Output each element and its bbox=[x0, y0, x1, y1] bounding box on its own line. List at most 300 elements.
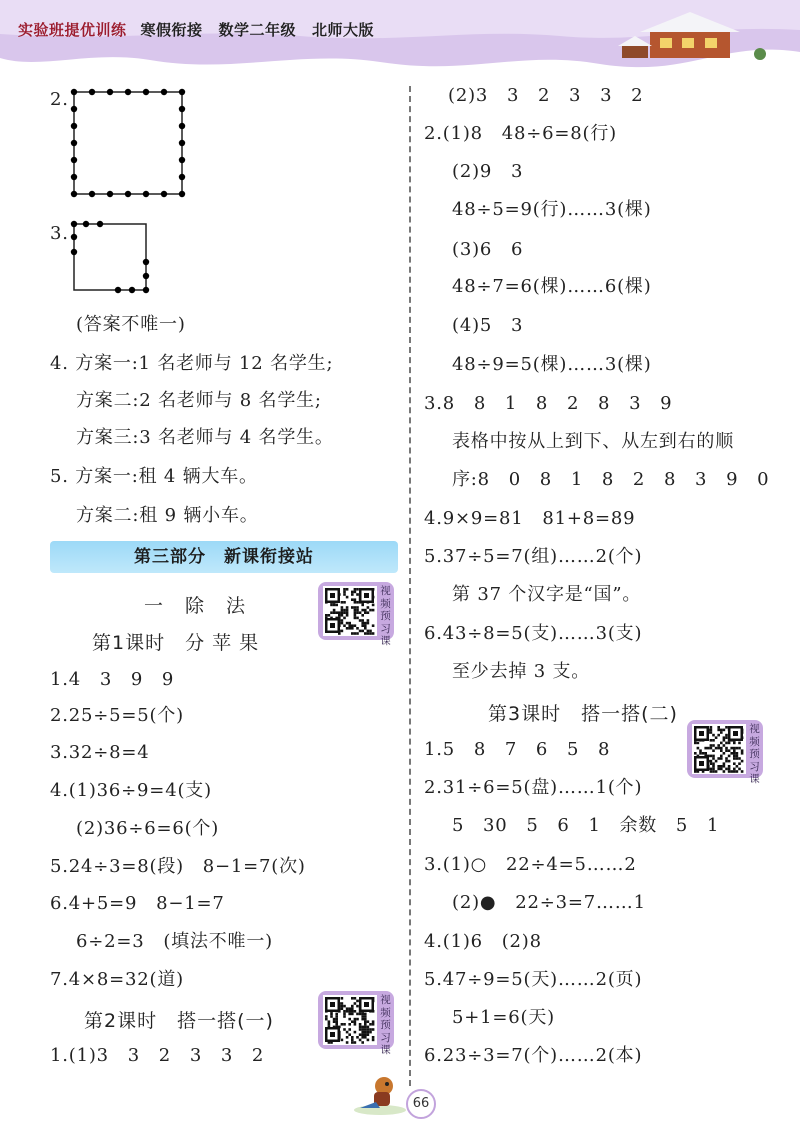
lesson1-line-9: 7.4×8=32(道) bbox=[50, 969, 184, 990]
lesson3-line-5: (2)● 22÷3=7……1 bbox=[452, 892, 646, 913]
lesson3-line-9: 6.23÷3=7(个)……2(本) bbox=[424, 1045, 643, 1066]
qr-cell bbox=[348, 1018, 351, 1021]
qr-cell bbox=[369, 1023, 372, 1026]
dot bbox=[179, 123, 185, 129]
qr-cell bbox=[354, 624, 357, 627]
qr-cell bbox=[354, 1031, 357, 1034]
qr-cell bbox=[367, 622, 370, 625]
qr-cell bbox=[356, 601, 359, 604]
section-banner bbox=[50, 541, 398, 573]
qr-cell bbox=[367, 611, 370, 614]
qr-cell bbox=[372, 632, 375, 635]
qr-cell bbox=[343, 1023, 346, 1026]
qr-cell bbox=[356, 617, 359, 620]
qr-cell bbox=[738, 757, 741, 760]
qr-cell bbox=[712, 755, 715, 758]
qr-cell bbox=[361, 1028, 364, 1031]
qr-cell bbox=[361, 604, 364, 607]
qr-cell bbox=[733, 749, 736, 752]
qr-cell bbox=[351, 1007, 354, 1010]
qr-cell bbox=[341, 601, 344, 604]
qr-cell bbox=[367, 1031, 370, 1034]
qr-cell bbox=[359, 619, 362, 622]
qr-cell bbox=[341, 622, 344, 625]
qr-cell bbox=[725, 736, 728, 739]
qr-cell bbox=[351, 1013, 354, 1016]
qr-cell bbox=[333, 604, 336, 607]
qr-cell bbox=[728, 768, 731, 771]
qr-cell bbox=[717, 765, 720, 768]
qr-cell bbox=[351, 1010, 354, 1013]
qr-cell bbox=[361, 622, 364, 625]
qr-cell bbox=[733, 752, 736, 755]
qr-cell bbox=[348, 1013, 351, 1016]
dot bbox=[71, 249, 77, 255]
right-line-1: (2)3 3 2 3 3 2 bbox=[448, 85, 644, 106]
qr-cell bbox=[367, 630, 370, 633]
qr-cell bbox=[741, 752, 744, 755]
qr-cell bbox=[704, 747, 707, 750]
page-header bbox=[0, 0, 800, 78]
qr-cell bbox=[725, 742, 728, 745]
qr-cell bbox=[343, 611, 346, 614]
qr-cell bbox=[733, 762, 736, 765]
q3-label: 3. bbox=[50, 223, 69, 244]
qr-cell bbox=[725, 757, 728, 760]
qr-cell bbox=[723, 752, 726, 755]
qr-cell bbox=[356, 606, 359, 609]
qr-cell bbox=[723, 762, 726, 765]
qr-cell bbox=[725, 768, 728, 771]
qr-cell bbox=[351, 1039, 354, 1042]
qr-cell bbox=[736, 765, 739, 768]
qr-cell bbox=[369, 1031, 372, 1034]
qr-cell bbox=[730, 752, 733, 755]
qr-cell bbox=[341, 630, 344, 633]
qr-cell bbox=[367, 1033, 370, 1036]
qr-cell bbox=[354, 997, 357, 1000]
qr-cell bbox=[361, 1041, 364, 1044]
qr-cell bbox=[723, 729, 726, 732]
qr-cell bbox=[359, 1033, 362, 1036]
q2-label: 2. bbox=[50, 89, 69, 110]
qr-cell bbox=[710, 729, 713, 732]
qr-cell bbox=[356, 611, 359, 614]
q5-line-1: 5. 方案一:租 4 辆大车。 bbox=[50, 466, 258, 487]
qr-cell bbox=[712, 768, 715, 771]
qr-cell bbox=[359, 1023, 362, 1026]
qr-cell bbox=[720, 757, 723, 760]
qr-cell bbox=[364, 1018, 367, 1021]
lesson1-line-1: 1.4 3 9 9 bbox=[50, 669, 175, 690]
qr-cell bbox=[359, 1026, 362, 1029]
qr-cell bbox=[328, 1023, 331, 1026]
qr-cell bbox=[335, 611, 338, 614]
qr-cell bbox=[343, 1010, 346, 1013]
square-outline bbox=[74, 92, 182, 194]
qr-cell bbox=[341, 1002, 344, 1005]
lesson3-line-4: 3.(1)○ 22÷4=5……2 bbox=[424, 854, 637, 875]
lesson1-line-4: 4.(1)36÷9=4(支) bbox=[50, 780, 212, 801]
dot bbox=[179, 106, 185, 112]
qr-finder-center bbox=[330, 623, 335, 628]
qr-cell bbox=[338, 611, 341, 614]
qr-cell bbox=[712, 762, 715, 765]
qr-cell bbox=[346, 1010, 349, 1013]
dot bbox=[89, 191, 95, 197]
qr-label: 视频预习课 bbox=[380, 994, 391, 1056]
qr-cell bbox=[333, 1018, 336, 1021]
qr-cell bbox=[354, 617, 357, 620]
qr-cell bbox=[364, 624, 367, 627]
qr-cell bbox=[372, 1036, 375, 1039]
square-diagram-1 bbox=[66, 86, 190, 202]
qr-cell bbox=[699, 752, 702, 755]
qr-cell bbox=[712, 749, 715, 752]
qr-cell bbox=[343, 624, 346, 627]
right-line-16: 至少去掉 3 支。 bbox=[452, 661, 591, 682]
qr-code-lesson-1[interactable] bbox=[318, 582, 394, 647]
qr-cell bbox=[733, 747, 736, 750]
qr-cell bbox=[372, 609, 375, 612]
qr-cell bbox=[364, 632, 367, 635]
qr-cell bbox=[723, 765, 726, 768]
qr-cell bbox=[694, 742, 697, 745]
qr-finder-center bbox=[330, 1002, 335, 1007]
qr-cell bbox=[741, 760, 744, 763]
qr-cell bbox=[730, 770, 733, 773]
qr-cell bbox=[361, 1015, 364, 1018]
lesson3-line-2: 2.31÷6=5(盘)……1(个) bbox=[424, 777, 643, 798]
qr-cell bbox=[343, 609, 346, 612]
qr-cell bbox=[712, 734, 715, 737]
dot bbox=[179, 157, 185, 163]
qr-cell bbox=[328, 614, 331, 617]
qr-cell bbox=[354, 591, 357, 594]
qr-cell bbox=[361, 609, 364, 612]
qr-cell bbox=[359, 1013, 362, 1016]
dot bbox=[125, 191, 131, 197]
qr-cell bbox=[348, 1028, 351, 1031]
qr-cell bbox=[359, 1039, 362, 1042]
right-line-12: 4.9×9=81 81+8=89 bbox=[424, 508, 636, 529]
qr-cell bbox=[335, 1015, 338, 1018]
qr-cell bbox=[364, 1028, 367, 1031]
qr-cell bbox=[346, 611, 349, 614]
right-line-3: (2)9 3 bbox=[452, 161, 524, 182]
qr-cell bbox=[354, 632, 357, 635]
qr-cell bbox=[348, 1033, 351, 1036]
lesson1-title: 第1课时 分 苹 果 bbox=[92, 632, 260, 654]
lesson3-line-6: 4.(1)6 (2)8 bbox=[424, 931, 542, 952]
qr-cell bbox=[341, 609, 344, 612]
qr-cell bbox=[738, 768, 741, 771]
qr-cell bbox=[699, 749, 702, 752]
qr-cell bbox=[356, 609, 359, 612]
qr-cell bbox=[697, 742, 700, 745]
qr-finder-center bbox=[364, 1002, 369, 1007]
qr-cell bbox=[348, 1023, 351, 1026]
qr-cell bbox=[715, 747, 718, 750]
qr-cell bbox=[354, 611, 357, 614]
qr-cell bbox=[361, 614, 364, 617]
qr-cell bbox=[364, 1013, 367, 1016]
qr-cell bbox=[361, 1036, 364, 1039]
qr-code-icon bbox=[323, 995, 377, 1045]
qr-cell bbox=[348, 627, 351, 630]
right-line-10: 表格中按从上到下、从左到右的顺 bbox=[452, 431, 734, 452]
qr-cell bbox=[728, 749, 731, 752]
qr-cell bbox=[354, 588, 357, 591]
qr-cell bbox=[725, 749, 728, 752]
qr-cell bbox=[351, 598, 354, 601]
right-line-5: (3)6 6 bbox=[452, 239, 524, 260]
qr-cell bbox=[367, 1028, 370, 1031]
qr-cell bbox=[364, 1020, 367, 1023]
qr-cell bbox=[341, 997, 344, 1000]
dot bbox=[71, 106, 77, 112]
qr-cell bbox=[364, 1015, 367, 1018]
qr-cell bbox=[346, 1036, 349, 1039]
dot bbox=[143, 259, 149, 265]
qr-cell bbox=[348, 1010, 351, 1013]
qr-cell bbox=[356, 1005, 359, 1008]
lesson3-line-1: 1.5 8 7 6 5 8 bbox=[424, 739, 611, 760]
lesson1-line-8: 6÷2=3 (填法不唯一) bbox=[76, 931, 273, 952]
square-diagram-2 bbox=[66, 218, 156, 298]
qr-cell bbox=[725, 734, 728, 737]
qr-cell bbox=[325, 614, 328, 617]
qr-cell bbox=[361, 1031, 364, 1034]
qr-cell bbox=[346, 606, 349, 609]
qr-cell bbox=[356, 627, 359, 630]
qr-cell bbox=[341, 1007, 344, 1010]
qr-cell bbox=[354, 1041, 357, 1044]
qr-cell bbox=[341, 606, 344, 609]
qr-finder-center bbox=[330, 593, 335, 598]
qr-cell bbox=[346, 596, 349, 599]
qr-cell bbox=[725, 747, 728, 750]
qr-cell bbox=[330, 1013, 333, 1016]
qr-cell bbox=[733, 757, 736, 760]
qr-cell bbox=[372, 624, 375, 627]
lesson2-title: 第2课时 搭一搭(一) bbox=[84, 1010, 274, 1032]
qr-cell bbox=[351, 632, 354, 635]
qr-cell bbox=[723, 736, 726, 739]
qr-cell bbox=[717, 726, 720, 729]
dot bbox=[143, 89, 149, 95]
qr-cell bbox=[346, 588, 349, 591]
lesson1-line-5: (2)36÷6=6(个) bbox=[76, 818, 220, 839]
qr-cell bbox=[715, 760, 718, 763]
qr-finder-center bbox=[330, 1032, 335, 1037]
qr-cell bbox=[356, 1036, 359, 1039]
qr-cell bbox=[372, 1023, 375, 1026]
qr-cell bbox=[723, 739, 726, 742]
qr-cell bbox=[346, 1041, 349, 1044]
qr-cell bbox=[341, 619, 344, 622]
qr-cell bbox=[715, 770, 718, 773]
column-divider bbox=[409, 86, 411, 1086]
qr-cell bbox=[712, 770, 715, 773]
qr-cell bbox=[356, 1000, 359, 1003]
qr-cell bbox=[348, 1007, 351, 1010]
qr-cell bbox=[346, 609, 349, 612]
qr-cell bbox=[710, 762, 713, 765]
qr-cell bbox=[364, 1033, 367, 1036]
right-line-7: (4)5 3 bbox=[452, 315, 524, 336]
dot bbox=[71, 234, 77, 240]
dot bbox=[71, 89, 77, 95]
qr-cell bbox=[346, 1031, 349, 1034]
qr-cell bbox=[736, 752, 739, 755]
q4-line-1: 4. 方案一:1 名老师与 12 名学生; bbox=[50, 353, 334, 374]
dot bbox=[161, 191, 167, 197]
qr-cell bbox=[351, 1041, 354, 1044]
qr-cell bbox=[372, 1039, 375, 1042]
lesson1-line-6: 5.24÷3=8(段) 8−1=7(次) bbox=[50, 856, 306, 877]
lesson3-line-3: 5 30 5 6 1 余数 5 1 bbox=[452, 815, 720, 836]
qr-cell bbox=[359, 611, 362, 614]
q4-line-2: 方案二:2 名老师与 8 名学生; bbox=[76, 390, 322, 411]
qr-cell bbox=[335, 1018, 338, 1021]
qr-cell bbox=[343, 1028, 346, 1031]
qr-cell bbox=[354, 614, 357, 617]
dot bbox=[89, 89, 95, 95]
qr-cell bbox=[356, 1013, 359, 1016]
qr-cell bbox=[728, 755, 731, 758]
qr-cell bbox=[710, 747, 713, 750]
qr-code-lesson-3[interactable] bbox=[687, 720, 763, 785]
lesson3-line-8: 5+1=6(天) bbox=[452, 1007, 555, 1028]
qr-cell bbox=[369, 630, 372, 633]
qr-finder-center bbox=[699, 731, 704, 736]
qr-cell bbox=[717, 757, 720, 760]
header-segment-grade: 数学二年级 bbox=[218, 21, 297, 39]
qr-cell bbox=[736, 757, 739, 760]
qr-cell bbox=[720, 768, 723, 771]
qr-cell bbox=[351, 997, 354, 1000]
qr-cell bbox=[720, 731, 723, 734]
qr-cell bbox=[730, 747, 733, 750]
right-line-6: 48÷7=6(棵)……6(棵) bbox=[452, 276, 652, 297]
qr-code-lesson-2[interactable] bbox=[318, 991, 394, 1056]
right-line-9: 3.8 8 1 8 2 8 3 9 bbox=[424, 393, 673, 414]
qr-cell bbox=[343, 588, 346, 591]
qr-finder-center bbox=[733, 731, 738, 736]
lesson3-line-7: 5.47÷9=5(天)……2(页) bbox=[424, 969, 643, 990]
dot bbox=[97, 221, 103, 227]
right-line-2: 2.(1)8 48÷6=8(行) bbox=[424, 123, 617, 144]
qr-cell bbox=[733, 770, 736, 773]
qr-cell bbox=[351, 627, 354, 630]
dot bbox=[71, 123, 77, 129]
qr-cell bbox=[356, 1018, 359, 1021]
qr-cell bbox=[343, 593, 346, 596]
qr-cell bbox=[359, 1028, 362, 1031]
dot bbox=[179, 191, 185, 197]
qr-cell bbox=[359, 630, 362, 633]
qr-cell bbox=[364, 622, 367, 625]
qr-cell bbox=[346, 627, 349, 630]
qr-cell bbox=[738, 742, 741, 745]
qr-cell bbox=[364, 1026, 367, 1029]
qr-cell bbox=[712, 739, 715, 742]
qr-cell bbox=[369, 609, 372, 612]
right-line-4: 48÷5=9(行)……3(棵) bbox=[452, 199, 652, 220]
qr-cell bbox=[341, 1039, 344, 1042]
qr-cell bbox=[335, 1020, 338, 1023]
qr-cell bbox=[367, 1020, 370, 1023]
qr-cell bbox=[710, 744, 713, 747]
qr-cell bbox=[330, 604, 333, 607]
qr-cell bbox=[343, 617, 346, 620]
dot bbox=[71, 191, 77, 197]
qr-cell bbox=[341, 1023, 344, 1026]
qr-cell bbox=[335, 604, 338, 607]
qr-cell bbox=[717, 744, 720, 747]
qr-cell bbox=[351, 624, 354, 627]
right-line-11: 序:8 0 8 1 8 2 8 3 9 0 bbox=[452, 469, 770, 490]
qr-cell bbox=[354, 1002, 357, 1005]
qr-cell bbox=[343, 1005, 346, 1008]
qr-code-icon bbox=[323, 586, 377, 636]
dot bbox=[71, 157, 77, 163]
qr-cell bbox=[367, 619, 370, 622]
qr-cell bbox=[728, 760, 731, 763]
qr-cell bbox=[348, 624, 351, 627]
q4-line-3: 方案三:3 名老师与 4 名学生。 bbox=[76, 427, 334, 448]
qr-cell bbox=[712, 744, 715, 747]
qr-cell bbox=[715, 736, 718, 739]
qr-cell bbox=[356, 593, 359, 596]
dot bbox=[107, 191, 113, 197]
qr-cell bbox=[725, 726, 728, 729]
qr-cell bbox=[738, 747, 741, 750]
qr-cell bbox=[364, 611, 367, 614]
qr-cell bbox=[369, 632, 372, 635]
qr-cell bbox=[712, 757, 715, 760]
qr-cell bbox=[733, 755, 736, 758]
qr-cell bbox=[694, 752, 697, 755]
dot bbox=[71, 140, 77, 146]
qr-cell bbox=[361, 624, 364, 627]
qr-cell bbox=[372, 1028, 375, 1031]
qr-cell bbox=[720, 749, 723, 752]
qr-cell bbox=[343, 1015, 346, 1018]
qr-cell bbox=[325, 1018, 328, 1021]
dot bbox=[161, 89, 167, 95]
dot bbox=[143, 273, 149, 279]
dot bbox=[143, 191, 149, 197]
qr-cell bbox=[717, 729, 720, 732]
lesson1-line-2: 2.25÷5=5(个) bbox=[50, 705, 184, 726]
dot bbox=[125, 89, 131, 95]
dot bbox=[115, 287, 121, 293]
qr-cell bbox=[725, 760, 728, 763]
lesson3-title: 第3课时 搭一搭(二) bbox=[488, 703, 678, 725]
qr-cell bbox=[328, 1020, 331, 1023]
qr-cell bbox=[338, 614, 341, 617]
q5-line-2: 方案二:租 9 辆小车。 bbox=[76, 505, 259, 526]
qr-cell bbox=[720, 729, 723, 732]
qr-cell bbox=[736, 747, 739, 750]
qr-cell bbox=[341, 1005, 344, 1008]
qr-cell bbox=[330, 1015, 333, 1018]
qr-cell bbox=[717, 747, 720, 750]
qr-cell bbox=[728, 742, 731, 745]
qr-cell bbox=[728, 770, 731, 773]
